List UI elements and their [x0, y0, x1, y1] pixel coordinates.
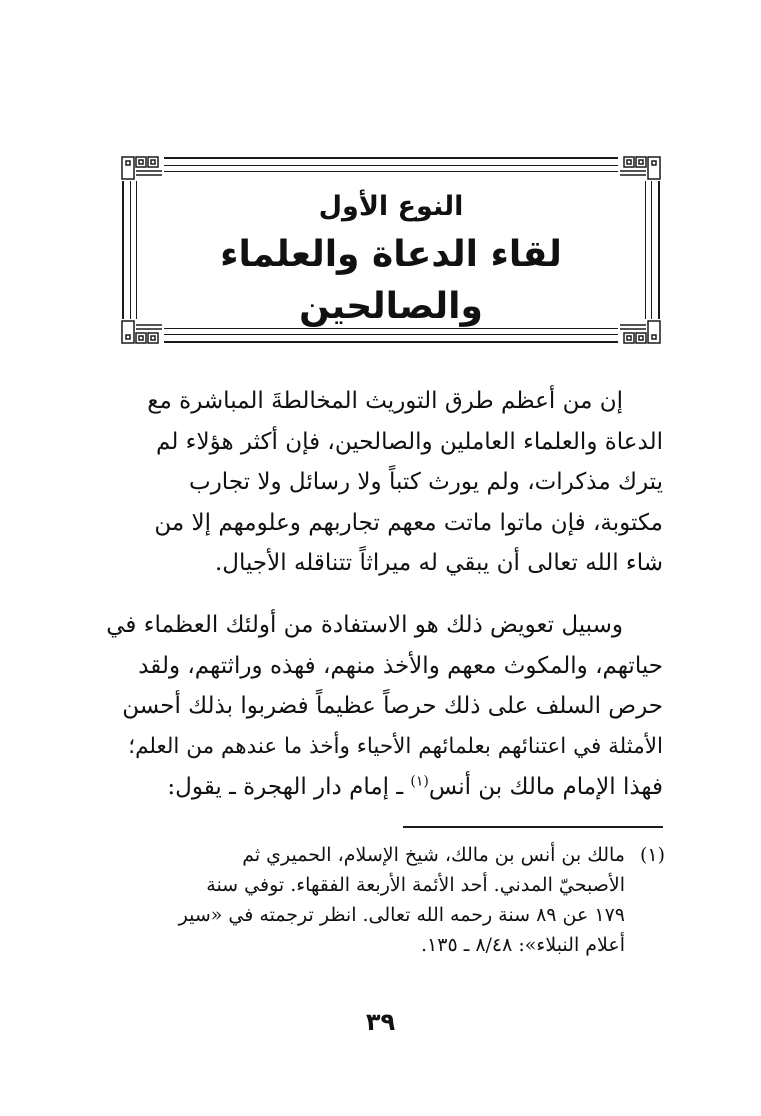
footnote-line: أعلام النبلاء»: ٨/٤٨ ـ ١٣٥. — [421, 934, 625, 956]
paragraph-2 — [106, 605, 663, 808]
text-line: شاء الله تعالى أن يبقي له ميراثاً تتناقله الأجيال. — [214, 550, 663, 576]
page-number: ٣٩ — [365, 1008, 396, 1036]
chapter-subtitle: النوع الأول — [318, 191, 464, 222]
ornament-corner-icon — [120, 155, 164, 181]
text-line: يترك مذكرات، ولم يورث كتباً ولا رسائل ولا تجارب — [189, 469, 663, 495]
footnote — [150, 840, 665, 960]
text-line: وسبيل تعويض ذلك هو الاستفادة من أولئك العظماء في — [106, 612, 623, 638]
text-line: الدعاة والعلماء العاملين والصالحين، فإن أكثر هؤلاء لم — [156, 428, 663, 455]
text-line: الأمثلة في اعتنائهم بعلمائهم الأحياء وأخذ ما عندهم من العلم؛ — [128, 733, 663, 759]
footnote-text: مالك بن أنس بن مالك، شيخ الإسلام، الحميري ثم — [242, 844, 625, 866]
text-line: إن من أعظم طرق التوريث المخالطةَ المباشرة مع — [147, 388, 623, 414]
title-frame — [122, 157, 660, 343]
text-line-with-footnote-ref — [120, 767, 663, 808]
text-line: مكتوبة، فإن ماتوا ماتت معهم تجاربهم وعلومهم إلا من — [154, 509, 663, 536]
footnote-reference[interactable]: (١) — [410, 773, 429, 790]
text-fragment: ـ إمام دار الهجرة ـ يقول: — [167, 774, 411, 800]
chapter-heading — [124, 187, 658, 333]
footnote-line — [150, 840, 665, 870]
ornament-corner-icon — [618, 155, 662, 181]
text-line: حياتهم، والمكوث معهم والأخذ منهم، فهذه وراثتهم، ولقد — [138, 652, 663, 679]
chapter-title: لقاء الدعاة والعلماء والصالحين — [220, 234, 562, 327]
text-fragment: فهذا الإمام مالك بن أنس — [428, 774, 663, 800]
footnote-separator — [403, 826, 663, 828]
footnote-line: ١٧٩ عن ٨٩ سنة رحمه الله تعالى. انظر ترجمته في «سير — [178, 904, 625, 926]
footnote-line: الأصبحيّ المدني. أحد الأئمة الأربعة الفقهاء. توفي سنة — [206, 874, 625, 896]
footnote-number: (١) — [639, 844, 665, 866]
paragraph-1 — [120, 381, 663, 584]
text-line: حرص السلف على ذلك حرصاً عظيماً فضربوا بذلك أحسن — [122, 693, 663, 719]
